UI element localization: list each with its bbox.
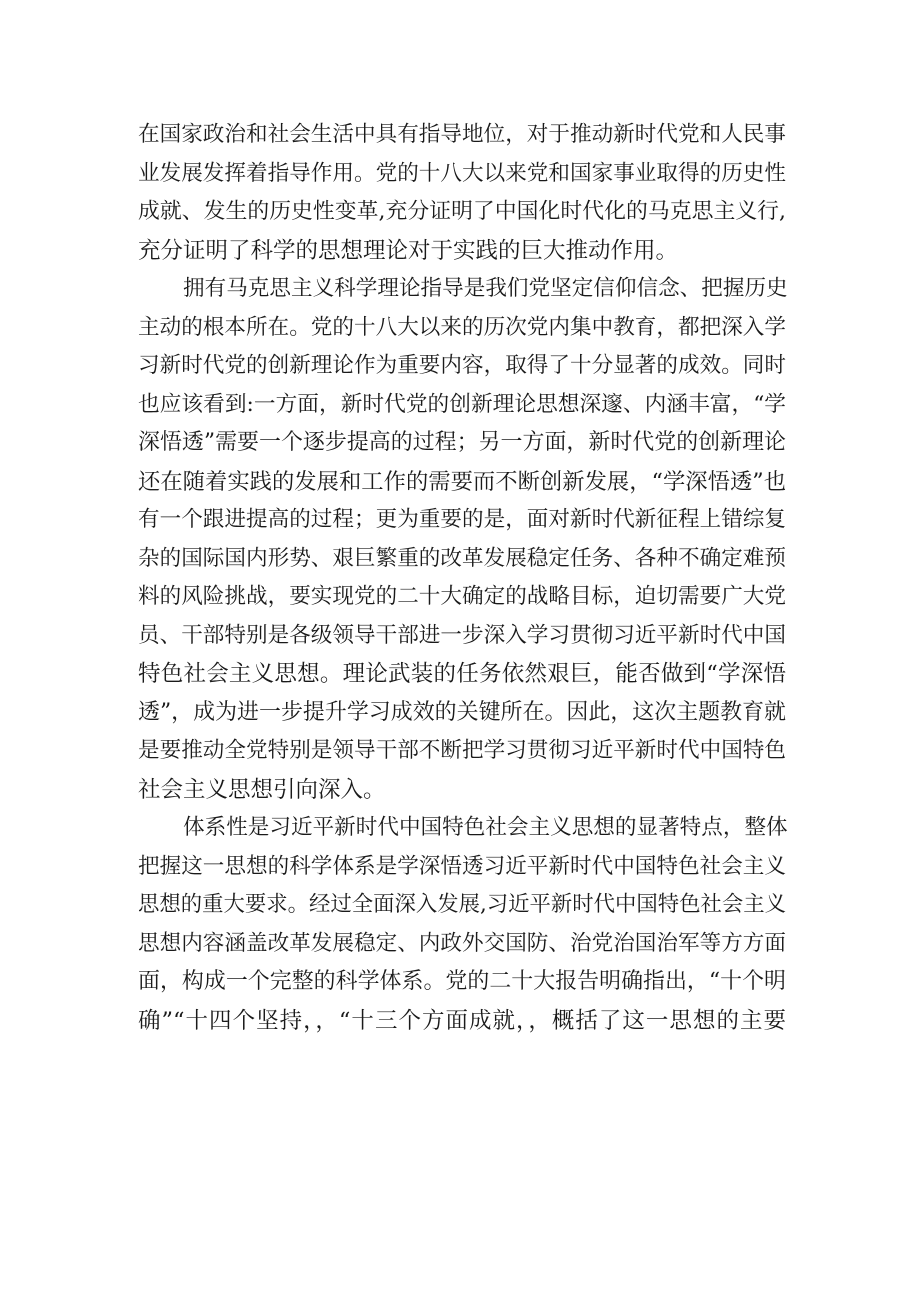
document-body: [138, 116, 786, 1040]
paragraph: [138, 270, 786, 809]
text-line: 杂的国际国内形势、艰巨繁重的改革发展稳定任务、各种不确定难预: [138, 545, 786, 571]
text-line: 还在随着实践的发展和工作的需要而不断创新发展，“学深悟透”也: [138, 468, 787, 495]
text-line: 充分证明了科学的思想理论对于实践的巨大推动作用。: [138, 237, 679, 264]
paragraph: [138, 809, 786, 1040]
text-line: 拥有马克思主义科学理论指导是我们党坚定信仰信念、把握历史: [183, 276, 788, 301]
text-line: 特色社会主义思想。理论武装的任务依然艰巨，能否做到“学深悟: [138, 661, 786, 687]
text-line: 也应该看到:一方面，新时代党的创新理论思想深邃、内涵丰富，“学: [138, 391, 786, 417]
text-line: 主动的根本所在。党的十八大以来的历次党内集中教育，都把深入学: [138, 314, 786, 340]
text-line: 业发展发挥着指导作用。党的十八大以来党和国家事业取得的历史性: [138, 160, 786, 186]
text-line: 面，构成一个完整的科学体系。党的二十大报告明确指出，“十个明: [138, 969, 786, 994]
text-line: 体系性是习近平新时代中国特色社会主义思想的显著特点，整体: [183, 815, 788, 840]
text-line: 员、干部特别是各级领导干部进一步深入学习贯彻习近平新时代中国: [138, 622, 786, 648]
text-line: 在国家政治和社会生活中具有指导地位，对于推动新时代党和人民事: [138, 122, 786, 147]
text-line: 深悟透”需要一个逐步提高的过程；另一方面，新时代党的创新理论: [138, 430, 786, 455]
paragraph: [138, 116, 786, 270]
text-line: 有一个跟进提高的过程；更为重要的是，面对新时代新征程上错综复: [138, 507, 786, 532]
text-line: 把握这一思想的科学体系是学深悟透习近平新时代中国特色社会主义: [138, 853, 786, 879]
text-line: 社会主义思想引向深入。: [138, 776, 386, 803]
text-line: 思想内容涵盖改革发展稳定、内政外交国防、治党治国治军等方方面: [138, 930, 786, 956]
text-line: 确”“十四个坚持，，“十三个方面成就，，概括了这一思想的主要: [138, 1007, 786, 1034]
text-line: 习新时代党的创新理论作为重要内容，取得了十分显著的成效。同时: [138, 353, 786, 378]
text-line: 料的风险挑战，要实现党的二十大确定的战略目标，迫切需要广大党: [138, 584, 786, 609]
text-line: 透”，成为进一步提升学习成效的关键所在。因此，这次主题教育就: [138, 699, 786, 725]
text-line: 成就、发生的历史性变革,充分证明了中国化时代化的马克思主义行,: [138, 199, 786, 224]
text-line: 思想的重大要求。经过全面深入发展,习近平新时代中国特色社会主义: [138, 892, 787, 917]
text-line: 是要推动全党特别是领导干部不断把学习贯彻习近平新时代中国特色: [138, 738, 786, 763]
